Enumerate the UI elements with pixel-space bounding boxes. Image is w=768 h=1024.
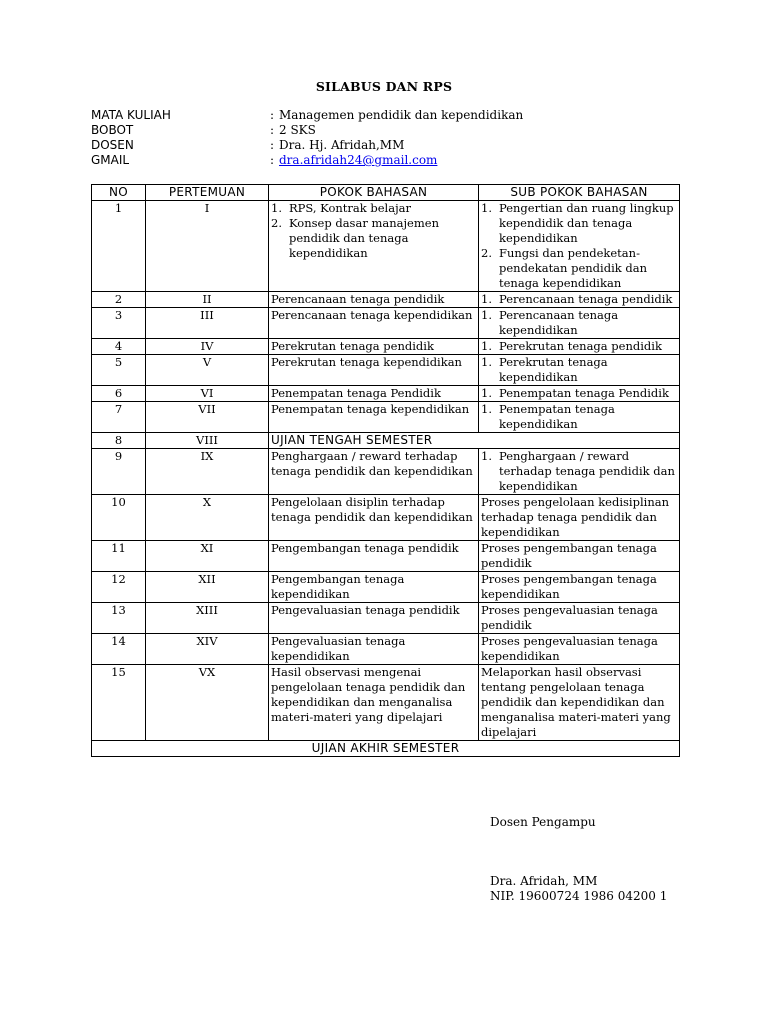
cell-pokok-bahasan: Penempatan tenaga Pendidik [269,386,479,402]
list-item [481,246,677,291]
list-item [481,386,677,401]
cell-no: 13 [92,603,146,634]
item-text: Pengertian dan ruang lingkup kependidik dan tenaga kependidikan [499,201,674,245]
sub-list [481,355,677,385]
info-row-mata-kuliah [91,108,523,123]
header-no: NO [92,185,146,201]
cell-pokok-bahasan: Perekrutan tenaga kependidikan [269,355,479,386]
item-text: Perencanaan tenaga kependidikan [499,308,619,337]
table-row-uts [92,433,680,449]
list-item [481,308,677,338]
info-colon: : [270,123,275,137]
cell-sub-pokok-bahasan: Proses pengembangan tenaga kependidikan [479,572,680,603]
cell-no: 3 [92,308,146,339]
cell-no: 7 [92,402,146,433]
cell-pokok-bahasan [269,201,479,292]
list-item [481,292,677,307]
cell-pertemuan: VIII [146,433,269,449]
cell-pertemuan: XIII [146,603,269,634]
item-number: 2. [481,246,492,260]
cell-pertemuan: III [146,308,269,339]
cell-final-exam: UJIAN AKHIR SEMESTER [92,741,680,757]
cell-no: 11 [92,541,146,572]
item-text: Konsep dasar manajemen pendidik dan tenaga kependidikan [289,216,439,260]
info-row-dosen [91,138,523,153]
table-row [92,449,680,495]
table-row [92,292,680,308]
signature-block [490,874,667,904]
cell-no: 4 [92,339,146,355]
cell-pertemuan: XIV [146,634,269,665]
info-row-gmail [91,153,523,168]
list-item [271,201,476,216]
item-text: Penempatan tenaga kependidikan [499,402,615,431]
cell-pokok-bahasan: Perencanaan tenaga pendidik [269,292,479,308]
cell-no: 10 [92,495,146,541]
item-number: 1. [481,339,492,353]
signature-name: Dra. Afridah, MM [490,874,598,888]
pokok-list [271,201,476,261]
cell-midterm-exam: UJIAN TENGAH SEMESTER [269,433,680,449]
cell-pertemuan: XI [146,541,269,572]
item-number: 2. [271,216,282,230]
info-label: MATA KULIAH [91,108,171,122]
sub-list [481,339,677,354]
cell-sub-pokok-bahasan: Proses pengelolaan kedisiplinan terhadap tenaga pendidik dan kependidikan [479,495,680,541]
cell-sub-pokok-bahasan [479,386,680,402]
cell-pokok-bahasan: Pengelolaan disiplin terhadap tenaga pendidik dan kependidikan [269,495,479,541]
cell-no: 8 [92,433,146,449]
item-text: Fungsi dan pendeketan- pendekatan pendidik dan tenaga kependidikan [499,246,648,290]
cell-pokok-bahasan: Pengembangan tenaga pendidik [269,541,479,572]
item-number: 1. [481,201,492,215]
info-label: BOBOT [91,123,134,137]
sub-list [481,386,677,401]
syllabus-table [91,184,680,757]
table-row-uas [92,741,680,757]
item-text: Penghargaan / reward terhadap tenaga pendidik dan kependidikan [499,449,675,493]
info-label: GMAIL [91,153,130,167]
list-item [481,201,677,246]
item-text: Perencanaan tenaga pendidik [499,292,673,306]
cell-sub-pokok-bahasan [479,449,680,495]
cell-pertemuan: I [146,201,269,292]
table-row [92,634,680,665]
sub-list [481,449,677,494]
item-text: Penempatan tenaga Pendidik [499,386,669,400]
cell-no: 12 [92,572,146,603]
cell-pokok-bahasan: Penghargaan / reward terhadap tenaga pendidik dan kependidikan [269,449,479,495]
sub-list [481,201,677,291]
cell-sub-pokok-bahasan [479,339,680,355]
list-item [481,449,677,494]
cell-pokok-bahasan: Hasil observasi mengenai pengelolaan tenaga pendidik dan kependidikan dan menganalisa materi-materi yang dipelajari [269,665,479,741]
cell-no: 2 [92,292,146,308]
info-colon: : [270,153,275,167]
item-text: Perekrutan tenaga pendidik [499,339,662,353]
item-number: 1. [481,386,492,400]
cell-no: 5 [92,355,146,386]
cell-sub-pokok-bahasan: Proses pengevaluasian tenaga pendidik [479,603,680,634]
info-value: 2 SKS [279,123,316,137]
table-row [92,572,680,603]
cell-no: 9 [92,449,146,495]
sub-list [481,308,677,338]
table-body [92,201,680,757]
list-item [481,355,677,385]
list-item [481,339,677,354]
item-number: 1. [481,355,492,369]
cell-no: 14 [92,634,146,665]
item-text: RPS, Kontrak belajar [289,201,412,215]
cell-pertemuan: II [146,292,269,308]
info-row-bobot [91,123,523,138]
cell-pokok-bahasan: Pengembangan tenaga kependidikan [269,572,479,603]
table-row [92,339,680,355]
signature-role: Dosen Pengampu [490,815,596,829]
sub-list [481,292,677,307]
document-title: SILABUS DAN RPS [315,79,453,94]
table-row [92,603,680,634]
sub-list [481,402,677,432]
cell-sub-pokok-bahasan: Proses pengembangan tenaga pendidik [479,541,680,572]
info-value: Managemen pendidik dan kependidikan [279,108,524,122]
cell-sub-pokok-bahasan [479,402,680,433]
table-row [92,541,680,572]
header-sub-pokok-bahasan: SUB POKOK BAHASAN [479,185,680,201]
table-row [92,355,680,386]
item-number: 1. [481,402,492,416]
table-row [92,386,680,402]
cell-no: 6 [92,386,146,402]
cell-no: 1 [92,201,146,292]
info-colon: : [270,108,275,122]
info-value: Dra. Hj. Afridah,MM [279,138,405,152]
table-row [92,402,680,433]
cell-sub-pokok-bahasan: Melaporkan hasil observasi tentang pengelolaan tenaga pendidik dan kependidikan dan menganalisa materi-materi yang dipelajari [479,665,680,741]
cell-sub-pokok-bahasan [479,201,680,292]
cell-pertemuan: IV [146,339,269,355]
cell-pokok-bahasan: Perekrutan tenaga pendidik [269,339,479,355]
cell-pertemuan: VX [146,665,269,741]
cell-pokok-bahasan: Pengevaluasian tenaga pendidik [269,603,479,634]
list-item [481,402,677,432]
table-header-row [92,185,680,201]
course-info [91,108,523,168]
info-label: DOSEN [91,138,134,152]
signature-nip: NIP. 19600724 1986 04200 1 [490,889,668,903]
item-number: 1. [481,292,492,306]
item-number: 1. [481,449,492,463]
email-link[interactable]: dra.afridah24@gmail.com [279,153,438,167]
item-text: Perekrutan tenaga kependidikan [499,355,608,384]
cell-sub-pokok-bahasan [479,355,680,386]
table-row [92,308,680,339]
table-row [92,201,680,292]
cell-pertemuan: X [146,495,269,541]
info-colon: : [270,138,275,152]
item-number: 1. [481,308,492,322]
item-number: 1. [271,201,282,215]
cell-sub-pokok-bahasan [479,292,680,308]
cell-pertemuan: V [146,355,269,386]
cell-pokok-bahasan: Pengevaluasian tenaga kependidikan [269,634,479,665]
cell-pokok-bahasan: Perencanaan tenaga kependidikan [269,308,479,339]
cell-pertemuan: IX [146,449,269,495]
list-item [271,216,476,261]
table-row [92,495,680,541]
cell-sub-pokok-bahasan: Proses pengevaluasian tenaga kependidikan [479,634,680,665]
cell-pertemuan: VII [146,402,269,433]
cell-no: 15 [92,665,146,741]
header-pertemuan: PERTEMUAN [146,185,269,201]
cell-pertemuan: VI [146,386,269,402]
cell-pokok-bahasan: Penempatan tenaga kependidikan [269,402,479,433]
cell-pertemuan: XII [146,572,269,603]
header-pokok-bahasan: POKOK BAHASAN [269,185,479,201]
table-row [92,665,680,741]
cell-sub-pokok-bahasan [479,308,680,339]
